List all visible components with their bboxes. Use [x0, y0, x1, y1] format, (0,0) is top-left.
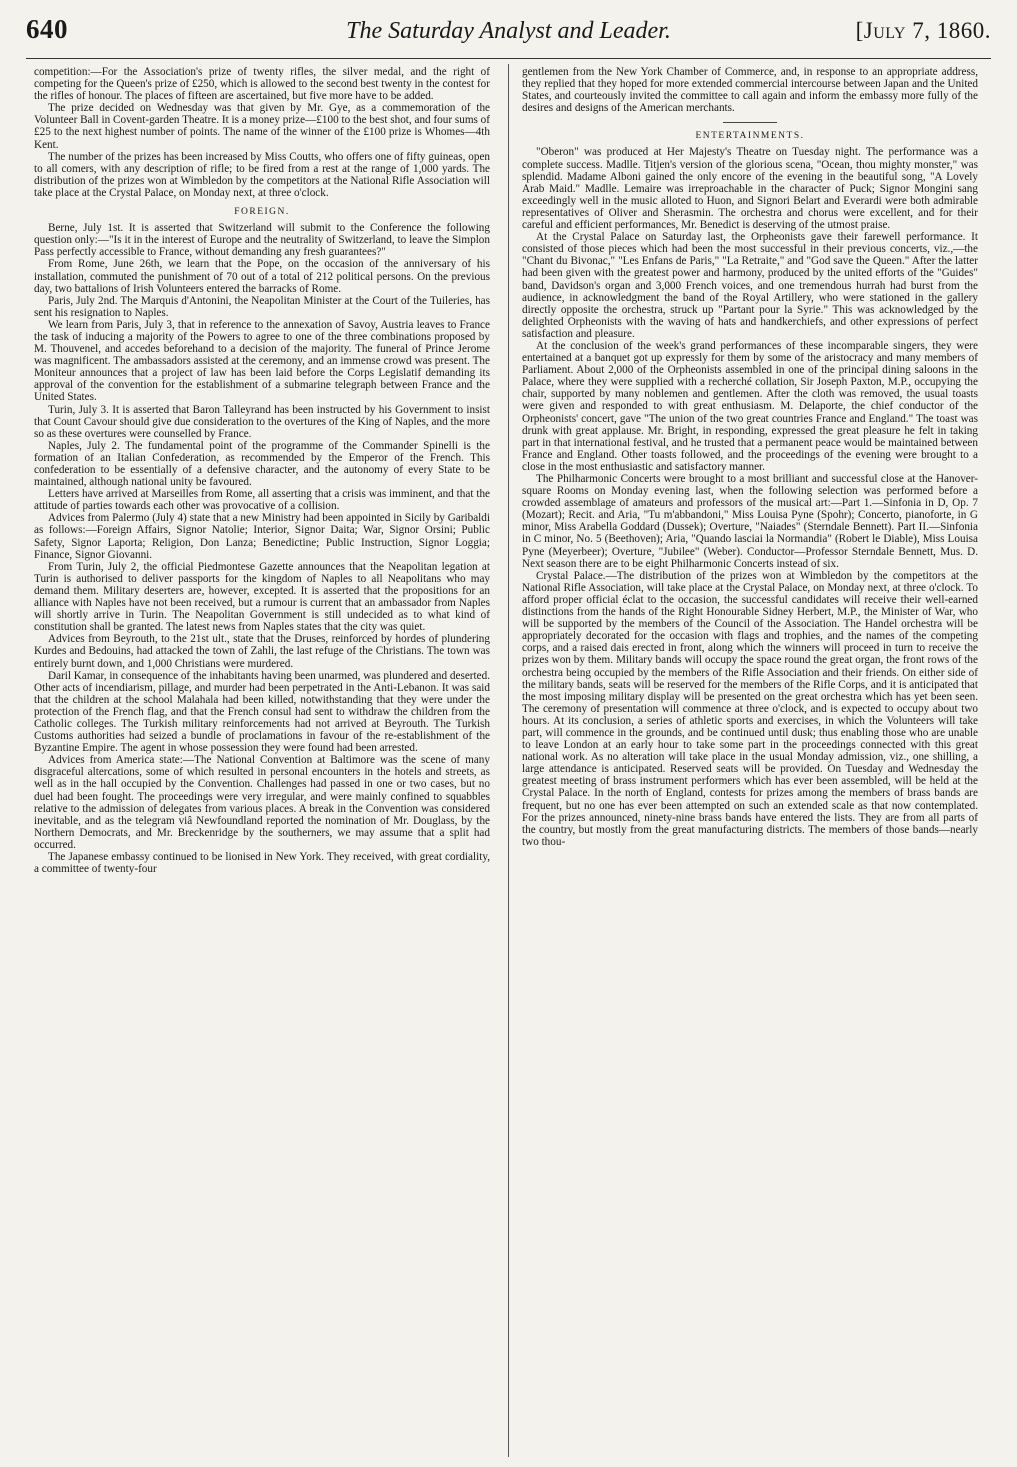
- publication-title: The Saturday Analyst and Leader.: [346, 18, 671, 44]
- article-paragraph: The Philharmonic Concerts were brought to a most brilliant and successful close at the Hanover-square Rooms on Monday evening last, when the following selection was performed before a crowded assemblage of amateurs and professors of the musical art:—Part 1.—Sinfonia in D, Op. 7 (Mozart); Recit. and Aria, "Tu m'abbandoni," Miss Louisa Pyne (Spohr); Concerto, pianoforte, in G minor, Miss Arabella Goddard (Dussek); Overture, "Naiades" (Sterndale Bennett). Part II.—Sinfonia in C minor, No. 5 (Beethoven); Aria, "Quando lasciai la Normandia" (Robert le Diable), Miss Louisa Pyne (Meyerbeer); Overture, "Jubilee" (Weber). Conductor—Professor Sterndale Bennett, Mus. D. Next season there are to be eight Philharmonic Concerts instead of six.: [522, 473, 978, 570]
- article-paragraph: At the Crystal Palace on Saturday last, the Orpheonists gave their farewell performance. It consisted of those pieces which had been the most successful in their previous concerts, viz.,—the "Chant du Bivonac," "Les Enfans de Paris," "La Retraite," and "God save the Queen." After the latter had been given with the greatest power and harmony, produced by the united efforts of the "Guides" band, Davidson's organ and 3,000 French voices, and one tremendous hurrah had burst from the audience, in acknowledgment the band of the Royal Artillery, who were stationed in the gallery directly opposite the orchestra, struck up "Partant pour la Syrie." This was acknowledged by the delighted Orpheonists with the waving of hats and handkerchiefs, and other expressions of perfect satisfaction and pleasure.: [522, 231, 978, 340]
- article-paragraph: The number of the prizes has been increased by Miss Coutts, who offers one of fifty guineas, open to all comers, with any description of rifle; to be fired from a rest at the range of 1,000 yards. The distribution of the prizes won at Wimbledon by the competitors at the National Rifle Association will take place at the Crystal Palace, on Monday next, at three o'clock.: [34, 150, 490, 199]
- article-paragraph: competition:—For the Association's prize of twenty rifles, the silver medal, and the right of competing for the Queen's prize of £250, which is allowed to the second best twenty in the contest for the rifles of honour. The places of fifteen are ascertained, but five more have to be added.: [34, 66, 490, 103]
- article-paragraph: gentlemen from the New York Chamber of Commerce, and, in response to an appropriate address, they replied that they hoped for more extended commercial intercourse between Japan and the United States, and courteously invited the committee to call again and inform the embassy more fully of the desires and designs of the American merchants.: [522, 66, 978, 115]
- article-paragraph: At the conclusion of the week's grand performances of these incomparable singers, they were entertained at a banquet got up expressly for them by some of the aristocracy and many members of Parliament. About 2,000 of the Orpheonists assembled in one of the principal dining saloons in the Palace, where they were supplied with a recherché collation, Sir Joseph Paxton, M.P., occupying the chair, supported by many noblemen and gentlemen. After the cloth was removed, the usual toasts were given and responded to with great enthusiasm. M. Delaporte, the chief conductor of the Orpheonists' concert, gave "The union of the two great countries France and England." The toast was drunk with great applause. Mr. Bright, in responding, expressed the great pleasure he felt in taking part in that international festival, and he trusted that a permanent peace would be maintained between France and England. Other toasts followed, and the proceedings of the evening were brought to a close in the most enthusiastic and satisfactory manner.: [522, 339, 978, 473]
- article-paragraph: From Turin, July 2, the official Piedmontese Gazette announces that the Neapolitan legation at Turin is authorised to deliver passports for the kingdom of Naples to all Neapolitans who may demand them. Military deserters are, however, excepted. It is asserted that the propositions for an alliance with Naples have not been received, but a rumour is current that an ambassador from Naples will shortly arrive in Turin. The Neapolitan Government is still undecided as to what kind of constitution shall be granted. The latest news from Naples states that the city was quiet.: [34, 560, 490, 634]
- article-paragraph: Paris, July 2nd. The Marquis d'Antonini, the Neapolitan Minister at the Court of the Tuileries, has sent his resignation to Naples.: [34, 294, 490, 319]
- article-paragraph: Daril Kamar, in consequence of the inhabitants having been unarmed, was plundered and deserted. Other acts of incendiarism, pillage, and murder had been perpetrated in the Anti-Lebanon. It was said that the children at the school Malahala had been killed, notwithstanding that they were under the protection of the French flag, and that the French consul had sent to withdraw the children from the Catholic colleges. The Turkish military reinforcements had not arrived at Beyrouth. The Turkish Customs authorities had seized a bundle of proclamations in favour of the re-establishment of the Byzantine Empire. The agent in whose possession they were found had been arrested.: [34, 669, 490, 755]
- article-paragraph: We learn from Paris, July 3, that in reference to the annexation of Savoy, Austria leaves to France the task of inducing a majority of the Powers to agree to one of the three combinations proposed by M. Thouvenel, and accedes beforehand to a decision of the majority. The funeral of Prince Jerome was magnificent. The ambassadors assisted at the ceremony, and an immense crowd was present. The Moniteur announces that a project of law has been laid before the Corps Legislatif demanding its approval of the convention for the establishment of a submarine telegraph between France and the United States.: [34, 318, 490, 404]
- column-divider: [508, 64, 509, 1457]
- issue-date: [July 7, 1860.: [855, 18, 991, 43]
- left-column: [34, 66, 490, 875]
- section-separator: [723, 122, 777, 123]
- section-heading-foreign: FOREIGN.: [234, 207, 290, 218]
- article-paragraph: Crystal Palace.—The distribution of the prizes won at Wimbledon by the competitors at the National Rifle Association, will take place at the Crystal Palace, on Monday next, at three o'clock. To afford proper official éclat to the occasion, the successful candidates will receive their well-earned distinctions from the hands of the Right Honourable Sidney Herbert, M.P., the Minister of War, who will be supported by the members of the Council of the Association. The Handel orchestra will be appropriately decorated for the occasion with flags and trophies, and the names of the competing corps, and a raised dais erected in front, along which the winners will proceed in turn to receive the prizes won by them. Military bands will occupy the space round the great organ, the front rows of the orchestra being occupied by the members of the Rifle Association and their friends. On either side of the military bands, seats will be reserved for the members of the Rifle Corps, and it is anticipated that the most imposing military display will be presented on the great orchestra which has yet been seen. The ceremony of presentation will commence at three o'clock, and is expected to occupy about two hours. At its conclusion, a series of athletic sports and exercises, in which the Volunteers will take part, will commence in the grounds, and be continued until dusk; thus enabling those who are unable to leave London at an early hour to take some part in the proceedings connected with this great national work. As no alteration will take place in the usual Monday admission, viz., one shilling, a large attendance is anticipated. Reserved seats will be provided. On Tuesday and Wednesday the greatest meeting of brass instrument performers which has ever been assembled, will be held at the Crystal Palace. In the north of England, contests for prizes among the members of brass bands are frequent, but no one has ever been attempted on such an extended scale as that now contemplated. For the prizes announced, ninety-nine brass bands have entered the lists. They are from all parts of the country, but mostly from the great manufacturing districts. The members of those bands—nearly two thou-: [522, 569, 978, 848]
- right-column: [522, 66, 978, 848]
- article-paragraph: Advices from America state:—The National Convention at Baltimore was the scene of many disgraceful altercations, some of which resulted in personal encounters in the hotels and streets, as well as in the hall occupied by the Convention. Challenges had passed in one or two cases, but no duel had been fought. The proceedings were very irregular, and were mainly confined to squabbles relative to the admission of delegates from various places. A break in the Convention was considered inevitable, and as the telegram viâ Newfoundland reported the nomination of Mr. Douglass, by the Northern Democrats, and Mr. Breckenridge by the southerners, we may assume that a split had occurred.: [34, 754, 490, 851]
- section-heading-entertainments: ENTERTAINMENTS.: [695, 131, 805, 142]
- article-paragraph: "Oberon" was produced at Her Majesty's Theatre on Tuesday night. The performance was a complete success. Madlle. Titjen's version of the glorious scena, "Ocean, thou mighty monster," was splendid. Madame Alboni gained the only encore of the evening in the beautiful song, "A Lovely Arab Maid." Madlle. Lemaire was irreproachable in the character of Puck; Signor Mongini sang exceedingly well in the music alloted to Huon, and Signori Belart and Everardi were both admirable representatives of Oliver and Sherasmin. The orchestra and chorus were excellent, and for their careful and efficient performances, Mr. Benedict is deserving of the utmost praise.: [522, 146, 978, 232]
- header-rule: [26, 58, 991, 59]
- article-paragraph: Advices from Palermo (July 4) state that a new Ministry had been appointed in Sicily by Garibaldi as follows:—Foreign Affairs, Signor Natolie; Interior, Signor Daita; War, Signor Orsini; Public Safety, Signor Laporta; Religion, Don Lanza; Benedictine; Public Instruction, Signor Loggia; Finance, Signor Giovanni.: [34, 512, 490, 561]
- article-paragraph: Letters have arrived at Marseilles from Rome, all asserting that a crisis was imminent, and that the attitude of parties towards each other was provocative of a collision.: [34, 488, 490, 513]
- article-paragraph: Berne, July 1st. It is asserted that Switzerland will submit to the Conference the following question only:—"Is it in the interest of Europe and the neutrality of Switzerland, to leave the Simplon Pass perfectly accessible to France, without demanding any fresh guarantees?": [34, 222, 490, 259]
- article-paragraph: From Rome, June 26th, we learn that the Pope, on the occasion of the anniversary of his installation, commuted the punishment of 70 out of a total of 212 political persons. On the previous day, two battalions of Irish Volunteers entered the barracks of Rome.: [34, 258, 490, 295]
- article-paragraph: Naples, July 2. The fundamental point of the programme of the Commander Spinelli is the formation of an Italian Confederation, as recommended by the Emperor of the French. This confederation to be essentially of a defensive character, and the autonomy of every State to be maintained, although national unity be favoured.: [34, 439, 490, 489]
- article-paragraph: Advices from Beyrouth, to the 21st ult., state that the Druses, reinforced by hordes of plundering Kurdes and Bedouins, had attacked the town of Zahli, the last refuge of the Christians. The town was entirely burnt down, and 1,000 Christians were murdered.: [34, 633, 490, 670]
- article-paragraph: Turin, July 3. It is asserted that Baron Talleyrand has been instructed by his Government to insist that Count Cavour should give due consideration to the overtures of the King of Naples, and the more so as these overtures were counselled by France.: [34, 403, 490, 440]
- page-header: [26, 14, 991, 54]
- article-paragraph: The prize decided on Wednesday was that given by Mr. Gye, as a commemoration of the Volunteer Ball in Covent-garden Theatre. It is a money prize—£100 to the best shot, and four sums of £25 to the next highest number of points. The name of the winner of the £100 prize is Whomes—4th Kent.: [34, 102, 490, 151]
- page-number: 640: [26, 14, 68, 44]
- article-paragraph: The Japanese embassy continued to be lionised in New York. They received, with great cordiality, a committee of twenty-four: [34, 851, 490, 876]
